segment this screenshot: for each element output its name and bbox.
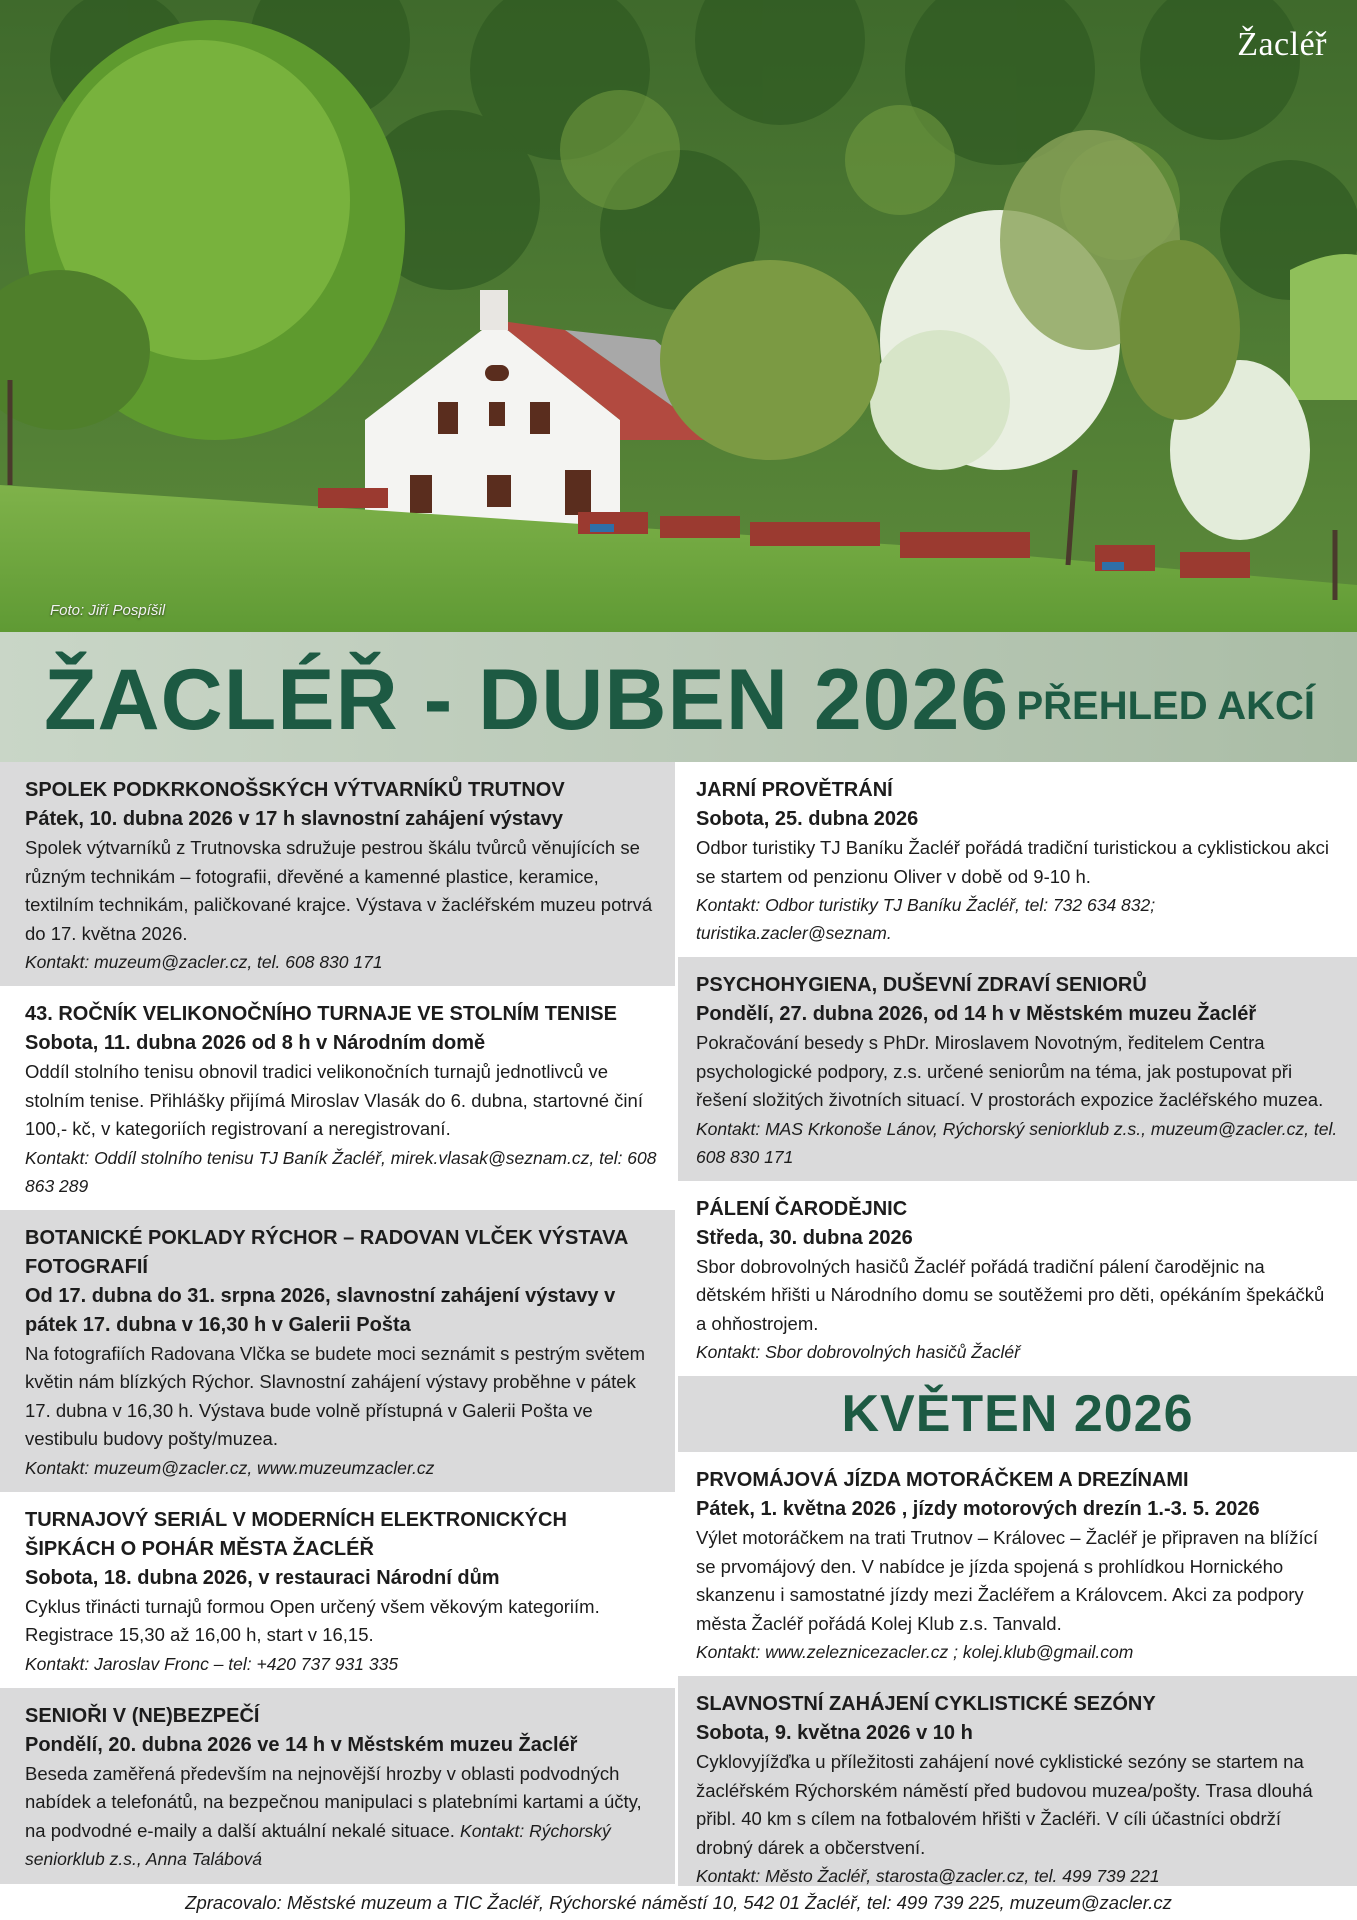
event-contact: Kontakt: MAS Krkonoše Lánov, Rýchorský seniorklub z.s., muzeum@zacler.cz, tel. 608 830 171 [696,1118,1338,1167]
event-card [678,957,1357,1181]
event-description: Výlet motoráčkem na trati Trutnov – Královec – Žacléř je připraven na blížící se prvomájový den. V nabídce je jízda spojená s prohlídkou Hornického skanzenu i samostatné jízdy mezi Žacléřem a Královcem. Akci za podpory města Žacléř pořádá Kolej Klub z.s. Tanvald. [696,1527,1319,1634]
event-title: SPOLEK PODKRKONOŠSKÝCH VÝTVARNÍKŮ TRUTNOV [25,779,565,801]
event-title: TURNAJOVÝ SERIÁL V MODERNÍCH ELEKTRONICKÝCH ŠIPKÁCH O POHÁR MĚSTA ŽACLÉŘ [25,1508,567,1560]
may-title: KVĚTEN 2026 [841,1385,1194,1443]
event-title: 43. ROČNÍK VELIKONOČNÍHO TURNAJE VE STOLNÍM TENISE [25,1003,617,1025]
event-description: Cyklovyjížďka u příležitosti zahájení nové cyklistické sezóny se startem na žacléřském Rýchorském náměstí před budovou muzea/pošty. Trasa dlouhá přibl. 40 km s cílem na fotbalovém hřišti v Žacléři. V cíli účastníci obdrží drobný dárek a občerstvení. [696,1751,1313,1858]
event-title: PSYCHOHYGIENA, DUŠEVNÍ ZDRAVÍ SENIORŮ [696,974,1147,996]
event-title: JARNÍ PROVĚTRÁNÍ [696,779,893,801]
event-title: PÁLENÍ ČARODĚJNIC [696,1197,908,1220]
left-column [0,762,678,1884]
event-description: Na fotografiích Radovana Vlčka se budete moci seznámit s pestrým světem květin nám blízkých Rýchor. Slavnostní zahájení výstavy proběhne v pátek 17. dubna v 16,30 h. Výstava bude volně přístupná v Galerii Pošta ve vestibulu budovy pošty/muzea. [25,1342,646,1449]
page-subtitle: PŘEHLED AKCÍ [1016,684,1315,728]
event-contact: Kontakt: Rýchorský seniorklub z.s., Anna Talábová [25,1820,611,1869]
event-date: Sobota, 11. dubna 2026 od 8 h v Národním domě [25,1032,486,1054]
event-card [0,1688,675,1884]
title-band [0,632,1357,762]
event-description: Sbor dobrovolných hasičů Žacléř pořádá tradiční pálení čarodějnic na dětském hřišti u Národního domu se soutěžemi pro děti, opékáním špekáčků a ohňostrojem. [696,1255,1325,1334]
right-column [678,762,1357,1900]
event-contact: Kontakt: muzeum@zacler.cz, www.muzeumzacler.cz [25,1457,435,1478]
event-card [0,762,675,986]
page-title: ŽACLÉŘ - DUBEN 2026 [44,652,1010,748]
event-date: Pátek, 1. května 2026 , jízdy motorových drezín 1.-3. 5. 2026 [696,1498,1260,1520]
event-card [0,1210,675,1492]
event-card [678,762,1357,957]
may-heading [678,1376,1357,1452]
event-contact: Kontakt: Město Žacléř, starosta@zacler.cz, tel. 499 739 221 [696,1866,1160,1886]
event-description [25,1760,657,1874]
event-title: BOTANICKÉ POKLADY RÝCHOR – RADOVAN VLČEK VÝSTAVA FOTOGRAFIÍ [25,1226,628,1278]
event-date: Od 17. dubna do 31. srpna 2026, slavnostní zahájení výstavy v pátek 17. dubna v 16,30 h v Galerii Pošta [25,1284,616,1336]
hero-photo [0,0,1357,632]
event-card [678,1452,1357,1676]
event-card [678,1181,1357,1377]
event-description: Pokračování besedy s PhDr. Miroslavem Novotným, ředitelem Centra psychologické podpory, z.s. určené seniorům na téma, jak postupovat při řešení složitých životních situací. V prostorách expozice žacléřského muzea. [696,1032,1324,1110]
event-title: SENIOŘI V (NE)BEZPEČÍ [25,1704,260,1727]
event-description: Oddíl stolního tenisu obnovil tradici velikonočních turnajů jednotlivců ve stolním tenise. Přihlášky přijímá Miroslav Vlasák do 6. dubna, startovné činí 100,- kč, v kategoriích registrovaní a neregistrovaní. [25,1061,643,1139]
landscape-illustration [0,0,1357,632]
event-contact: Kontakt: Sbor dobrovolných hasičů Žacléř [696,1342,1020,1362]
event-date: Sobota, 18. dubna 2026, v restauraci Národní dům [25,1566,500,1589]
event-contact: Kontakt: Odbor turistiky TJ Baníku Žacléř, tel: 732 634 832; turistika.zacler@seznam. [696,895,1156,943]
event-date: Sobota, 25. dubna 2026 [696,808,919,830]
event-date: Pondělí, 27. dubna 2026, od 14 h v Městském muzeu Žacléř [696,1003,1257,1025]
event-contact: Kontakt: muzeum@zacler.cz, tel. 608 830 171 [25,952,383,972]
zacler-logo-icon [1237,26,1357,632]
event-card [0,986,675,1210]
event-card [678,1676,1357,1900]
event-title: PRVOMÁJOVÁ JÍZDA MOTORÁČKEM A DREZÍNAMI [696,1469,1189,1491]
footer-credits: Zpracovalo: Městské muzeum a TIC Žacléř, Rýchorské náměstí 10, 542 01 Žacléř, tel: 499 739 225, muzeum@zacler.cz [0,1886,1357,1920]
zacler-logo [1237,26,1327,64]
event-date: Sobota, 9. května 2026 v 10 h [696,1722,973,1744]
event-description: Odbor turistiky TJ Baníku Žacléř pořádá tradiční turistickou a cyklistickou akci se startem od penzionu Oliver v době od 9-10 h. [696,837,1330,887]
event-description: Cyklus třinácti turnajů formou Open určený všem věkovým kategoriím. Registrace 15,30 až 16,00 h, start v 16,15. [25,1595,600,1645]
event-description: Spolek výtvarníků z Trutnovska sdružuje pestrou škálu tvůrců věnujících se různým technikám – fotografii, dřevěné a kamenné plastice, keramice, textilním technikám, paličkované krajce. Výstava v žacléřském muzeu potrvá do 17. května 2026. [25,837,653,944]
event-contact: Kontakt: www.zeleznicezacler.cz ; kolej.klub@gmail.com [696,1642,1134,1662]
logo-text: Žacléř [1237,26,1327,63]
event-date: Pátek, 10. dubna 2026 v 17 h slavnostní zahájení výstavy [25,808,564,830]
event-title: SLAVNOSTNÍ ZAHÁJENÍ CYKLISTICKÉ SEZÓNY [696,1693,1156,1715]
event-contact: Kontakt: Jaroslav Fronc – tel: +420 737 931 335 [25,1653,399,1674]
event-description-text: Beseda zaměřená především na nejnovější hrozby v oblasti podvodných nabídek a telefonátů, na bezpečnou manipulaci s platebními kartami a účty, na podvodné e-maily a další aktuální nekalé situace. [25,1762,642,1841]
event-date: Pondělí, 20. dubna 2026 ve 14 h v Městském muzeu Žacléř [25,1733,578,1756]
event-card [0,1492,675,1688]
event-contact: Kontakt: Oddíl stolního tenisu TJ Baník Žacléř, mirek.vlasak@seznam.cz, tel: 608 863 289 [25,1147,657,1196]
event-date: Středa, 30. dubna 2026 [696,1226,913,1249]
photo-credit: Foto: Jiří Pospíšil [50,602,166,619]
